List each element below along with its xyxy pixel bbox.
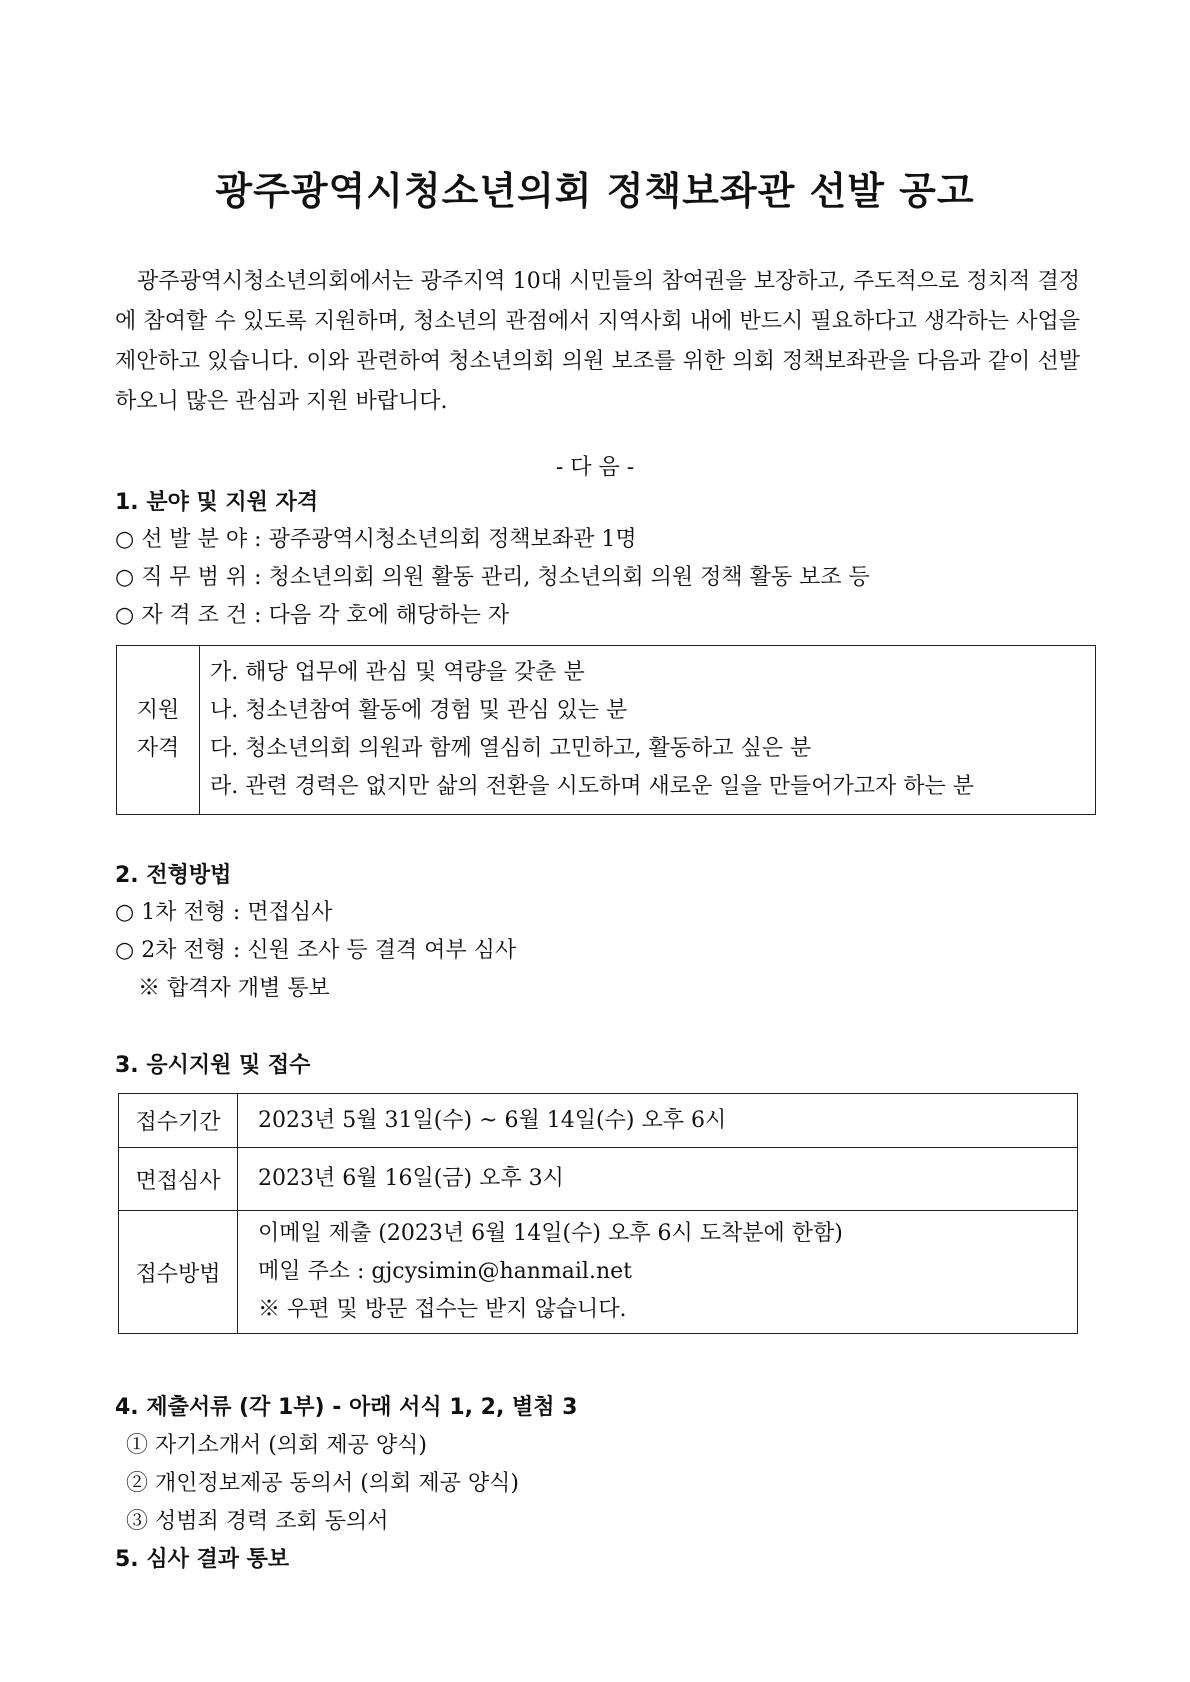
qualification-label: 지원 자격 (117, 646, 200, 815)
email-address: 메일 주소 : gjcysimin@hanmail.net (258, 1259, 632, 1284)
intro-paragraph: 광주광역시청소년의회에서는 광주지역 10대 시민들의 참여권을 보장하고, 주도적으로 정치적 결정에 참여할 수 있도록 지원하며, 청소년의 관점에서 지역사회 내에 반드시 필요하다고 생각하는 사업을 제안하고 있습니다. 이와 관련하여 청소년의회 의원 보조를 위한 의회 정책보좌관을 다음과 같이 선발하오니 많은 관심과 지원 바랍니다. (115, 269, 1080, 414)
next-label: - 다 음 - (555, 455, 635, 480)
section2-note: ※ 합격자 개별 통보 (138, 976, 330, 1001)
section4-item: ② 개인정보제공 동의서 (의회 제공 양식) (126, 1471, 519, 1496)
table-label: 면접심사 (119, 1148, 238, 1211)
list-item: 가. 해당 업무에 관심 및 역량을 갖춘 분 (210, 660, 585, 685)
section4-item: ① 자기소개서 (의회 제공 양식) (126, 1433, 427, 1458)
table-value: 2023년 5월 31일(수) ~ 6월 14일(수) 오후 6시 (238, 1094, 1078, 1148)
page-title: 광주광역시청소년의회 정책보좌관 선발 공고 (215, 169, 975, 213)
qualification-items (200, 646, 1096, 815)
section2-line: ○ 2차 전형 : 신원 조사 등 결격 여부 심사 (115, 938, 517, 963)
application-table (118, 1093, 1078, 1334)
section4-item: ③ 성범죄 경력 조회 동의서 (126, 1509, 389, 1534)
section5-heading: 5. 심사 결과 통보 (115, 1547, 290, 1572)
section4-heading: 4. 제출서류 (각 1부) - 아래 서식 1, 2, 별첨 3 (115, 1395, 578, 1420)
section3-heading: 3. 응시지원 및 접수 (115, 1053, 311, 1078)
table-row (119, 1094, 1078, 1148)
section1-line: ○ 자 격 조 건 : 다음 각 호에 해당하는 자 (115, 603, 510, 628)
qualification-table (116, 645, 1096, 815)
section2-line: ○ 1차 전형 : 면접심사 (115, 900, 333, 925)
list-item: 라. 관련 경력은 없지만 삶의 전환을 시도하며 새로운 일을 만들어가고자 하는 분 (210, 774, 974, 799)
section1-heading: 1. 분야 및 지원 자격 (115, 490, 319, 515)
table-value: 이메일 제출 (2023년 6월 14일(수) 오후 6시 도착분에 한함) 메일 주소 : gjcysimin@hanmail.net ※ 우편 및 방문 접수는 받지 않습니다. (238, 1211, 1078, 1334)
section1-line: ○ 직 무 범 위 : 청소년의회 의원 활동 관리, 청소년의회 의원 정책 활동 보조 등 (115, 565, 870, 590)
table-row (119, 1211, 1078, 1334)
table-label: 접수방법 (119, 1211, 238, 1334)
table-value: 2023년 6월 16일(금) 오후 3시 (238, 1148, 1078, 1211)
list-item: 나. 청소년참여 활동에 경험 및 관심 있는 분 (210, 698, 628, 723)
table-row (119, 1148, 1078, 1211)
section2-heading: 2. 전형방법 (115, 863, 232, 888)
section1-line: ○ 선 발 분 야 : 광주광역시청소년의회 정책보좌관 1명 (115, 527, 637, 552)
table-label: 접수기간 (119, 1094, 238, 1148)
list-item: 다. 청소년의회 의원과 함께 열심히 고민하고, 활동하고 싶은 분 (210, 736, 812, 761)
